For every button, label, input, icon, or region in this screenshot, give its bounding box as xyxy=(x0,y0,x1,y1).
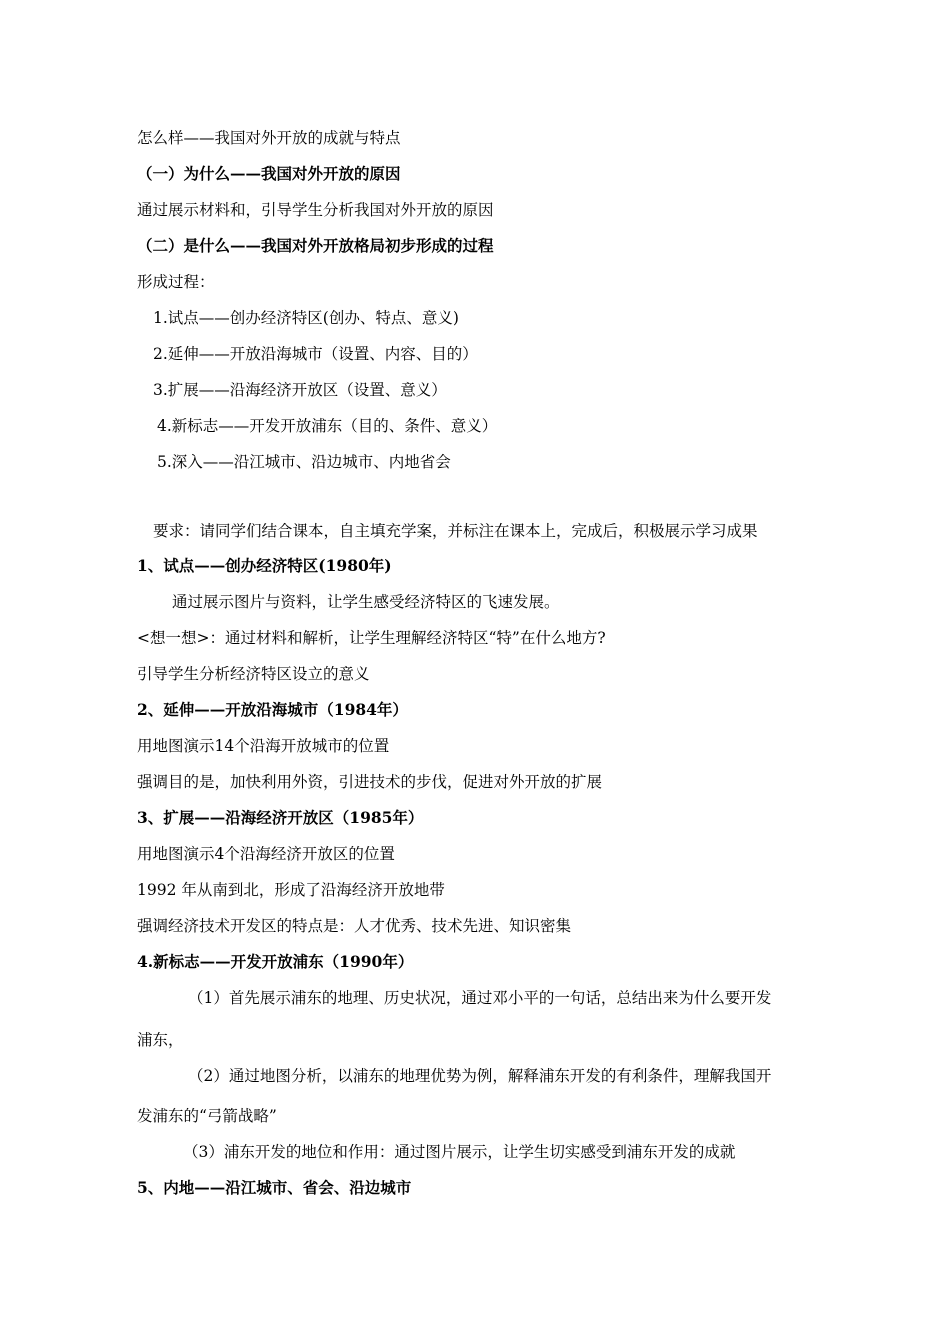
line-section-4-a-cont: 浦东， xyxy=(137,1031,184,1049)
heading-section-2: 2、延伸——开放沿海城市（1984年） xyxy=(137,700,408,719)
line-section-4-a: （1）首先展示浦东的地理、历史状况，通过邓小平的一句话，总结出来为什么要开发 xyxy=(188,989,772,1007)
heading-section-4: 4.新标志——开发开放浦东（1990年） xyxy=(137,952,414,971)
line-section-2-a: 用地图演示14个沿海开放城市的位置 xyxy=(137,737,390,755)
line-section-1-c: 引导学生分析经济特区设立的意义 xyxy=(137,665,370,683)
line-section-4-c: （3）浦东开发的地位和作用：通过图片展示，让学生切实感受到浦东开发的成就 xyxy=(183,1143,736,1161)
heading-section-1: 1、试点——创办经济特区(1980年) xyxy=(137,556,392,575)
line-section-3-a: 用地图演示4个沿海经济开放区的位置 xyxy=(137,845,395,863)
line-intro: 怎么样——我国对外开放的成就与特点 xyxy=(137,129,401,147)
list-item-2: 2.延伸——开放沿海城市（设置、内容、目的） xyxy=(153,345,478,363)
line-section-2-b: 强调目的是，加快利用外资，引进技术的步伐，促进对外开放的扩展 xyxy=(137,773,603,791)
heading-what: （二）是什么——我国对外开放格局初步形成的过程 xyxy=(137,236,494,255)
heading-section-3: 3、扩展——沿海经济开放区（1985年） xyxy=(137,808,424,827)
line-process-label: 形成过程： xyxy=(137,273,215,291)
list-item-1: 1.试点——创办经济特区(创办、特点、意义) xyxy=(153,309,459,327)
line-why-desc: 通过展示材料和，引导学生分析我国对外开放的原因 xyxy=(137,201,494,219)
line-section-1-a: 通过展示图片与资料，让学生感受经济特区的飞速发展。 xyxy=(172,593,560,611)
line-section-3-b: 1992 年从南到北，形成了沿海经济开放地带 xyxy=(137,881,445,899)
line-section-4-b: （2）通过地图分析，以浦东的地理优势为例，解释浦东开发的有利条件，理解我国开 xyxy=(188,1067,772,1085)
line-section-3-c: 强调经济技术开发区的特点是：人才优秀、技术先进、知识密集 xyxy=(137,917,572,935)
heading-section-5: 5、内地——沿江城市、省会、沿边城市 xyxy=(137,1178,412,1197)
line-section-1-b: <想一想>：通过材料和解析，让学生理解经济特区“特”在什么地方? xyxy=(137,629,606,647)
list-item-3: 3.扩展——沿海经济开放区（设置、意义） xyxy=(153,381,447,399)
heading-why: （一）为什么——我国对外开放的原因 xyxy=(137,164,401,183)
list-item-5: 5.深入——沿江城市、沿边城市、内地省会 xyxy=(157,453,451,471)
list-item-4: 4.新标志——开发开放浦东（目的、条件、意义） xyxy=(157,417,498,435)
line-section-4-b-cont: 发浦东的“弓箭战略” xyxy=(137,1107,277,1125)
line-requirement: 要求：请同学们结合课本，自主填充学案，并标注在课本上，完成后，积极展示学习成果 xyxy=(153,522,758,540)
